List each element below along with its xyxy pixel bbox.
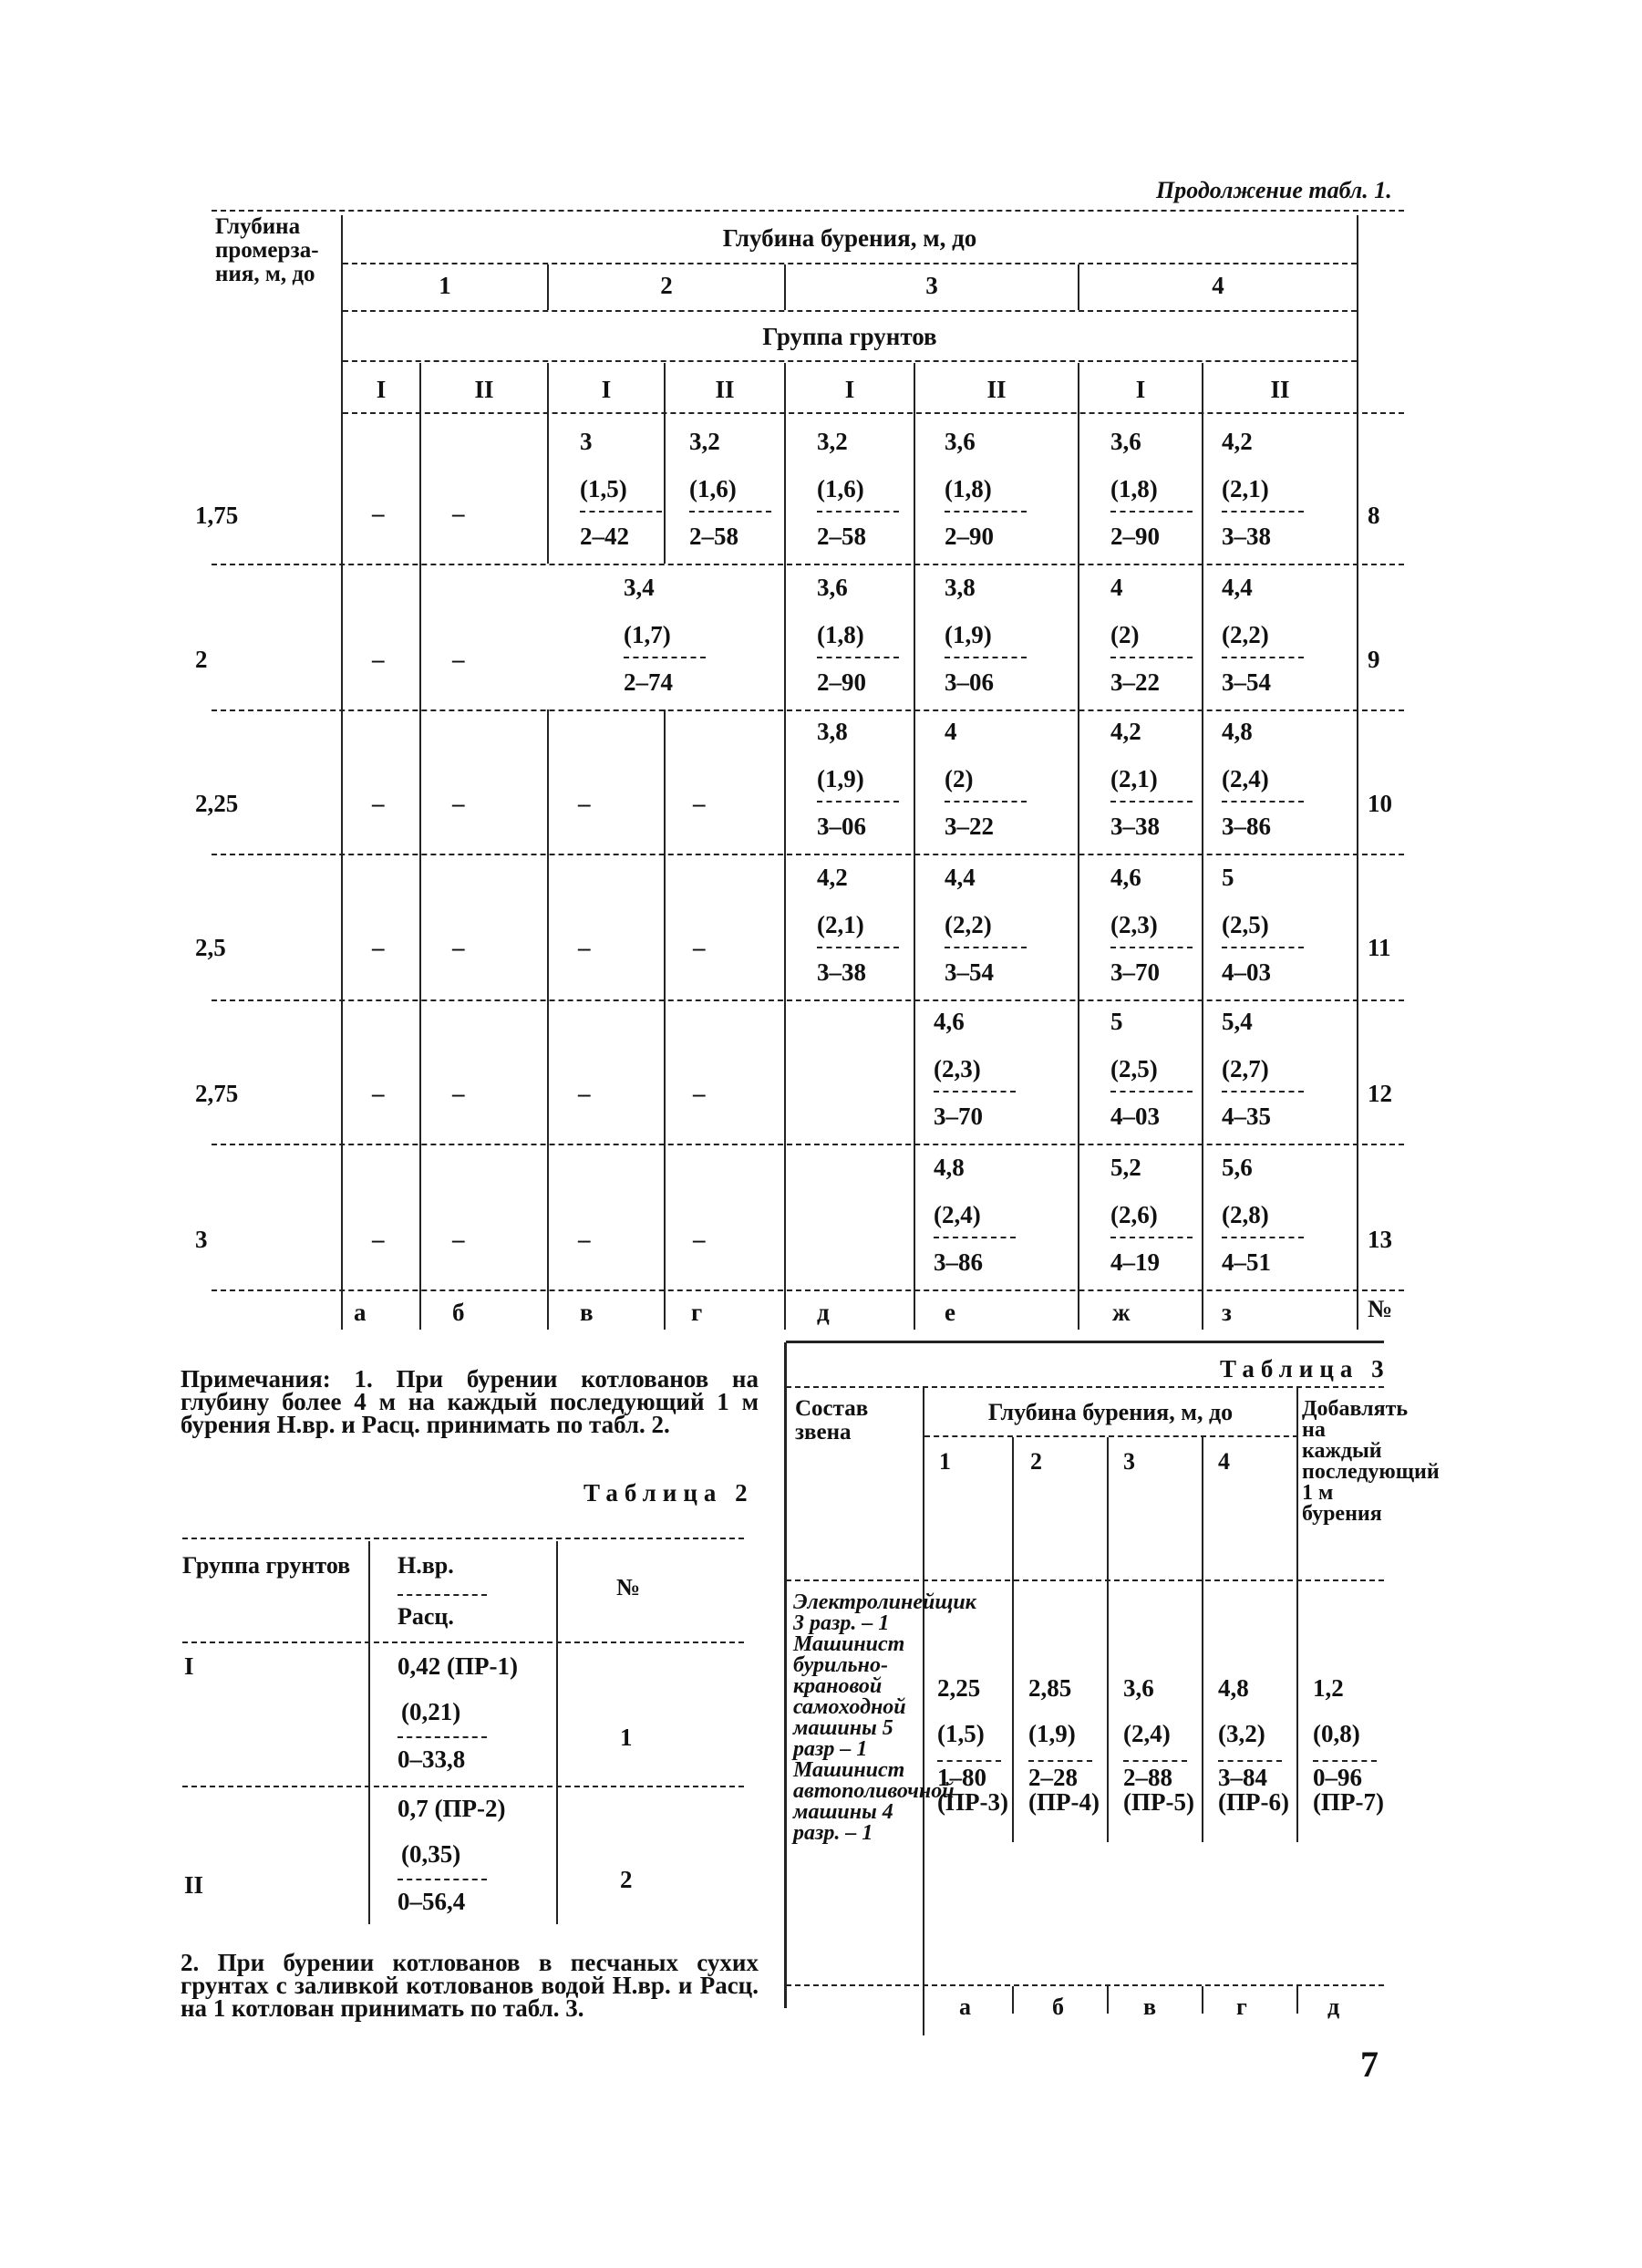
table-cell: – xyxy=(372,934,385,961)
t3-depth: 3 xyxy=(1123,1448,1135,1475)
t3-value: 2,85 (1,9) xyxy=(1028,1674,1076,1747)
t3-price: 0–96 (ПР-7) xyxy=(1313,1764,1384,1816)
table-cell: – xyxy=(693,790,706,817)
rate-cell: 3 (1,5) 2–42 xyxy=(580,418,662,560)
rate-cell: 5,4 (2,7) 4–35 xyxy=(1222,998,1304,1140)
freeze-depth-header: Глубина промерза-ния, м, до xyxy=(215,214,319,286)
freeze-depth: 1,75 xyxy=(195,502,239,529)
t3-team-composition: Электролинейщик 3 разр. – 1 Машинист бурильно-крановой самоходной машины 5 разр – 1 Машинист автополивочной машины 4 разр. – 1 xyxy=(793,1590,976,1845)
t3-price: 1–80 (ПР-3) xyxy=(937,1764,1008,1816)
row-number: 13 xyxy=(1368,1226,1392,1253)
table-cell: – xyxy=(693,1226,706,1253)
rate-cell: 4,8 (2,4) 3–86 xyxy=(1222,708,1304,850)
rate-cell: 4,4 (2,2) 3–54 xyxy=(945,854,1027,996)
rate-cell: 3,2 (1,6) 2–58 xyxy=(689,418,771,560)
t3-depth: 2 xyxy=(1030,1448,1042,1475)
t2-group: II xyxy=(184,1871,204,1899)
column-id: а xyxy=(959,1994,971,2020)
t3-price: 2–28 (ПР-4) xyxy=(1028,1764,1100,1816)
column-id: ж xyxy=(1112,1299,1131,1326)
t3-add-header: Добавлять на каждый последующий 1 м бурения xyxy=(1302,1397,1440,1526)
freeze-depth: 2,25 xyxy=(195,790,239,817)
t2-rate: 0,7 (ПР-2) xyxy=(398,1795,506,1822)
number-column-label: № xyxy=(1368,1295,1393,1322)
rate-cell: 4,2 (2,1) 3–38 xyxy=(1222,418,1304,560)
group-col-z: II xyxy=(1270,376,1290,403)
t2-row-no: 1 xyxy=(620,1724,633,1751)
rate-cell: 3,6 (1,8) 2–90 xyxy=(1110,418,1193,560)
depth-4: 4 xyxy=(1212,272,1224,299)
group-col-g: II xyxy=(715,376,735,403)
freeze-depth: 2,75 xyxy=(195,1080,239,1107)
table-cell: – xyxy=(452,790,465,817)
column-id: в xyxy=(1143,1994,1157,2020)
t2-nvr-header: Н.вр. xyxy=(398,1552,454,1579)
t2-rate-mid: (0,35) xyxy=(401,1840,461,1868)
table-cell: – xyxy=(693,934,706,961)
table-2-title: Таблица 2 xyxy=(583,1479,754,1507)
t3-depth: 1 xyxy=(939,1448,951,1475)
table-cell: – xyxy=(372,1226,385,1253)
table-cell: – xyxy=(693,1080,706,1107)
rate-cell: 5,2 (2,6) 4–19 xyxy=(1110,1144,1193,1286)
group-col-b: II xyxy=(474,376,494,403)
rate-cell: 3,4 (1,7) 2–74 xyxy=(624,564,706,706)
rate-cell: 4,2 (2,1) 3–38 xyxy=(817,854,899,996)
t2-group-header: Группа грунтов xyxy=(182,1552,351,1579)
t3-depth-header: Глубина бурения, м, до xyxy=(987,1399,1234,1425)
table-cell: – xyxy=(452,1226,465,1253)
t2-rate: 0,42 (ПР-1) xyxy=(398,1652,518,1680)
row-number: 12 xyxy=(1368,1080,1392,1107)
freeze-depth: 2,5 xyxy=(195,934,226,961)
t3-value: 2,25 (1,5) xyxy=(937,1674,985,1747)
rate-cell: 4,6 (2,3) 3–70 xyxy=(1110,854,1193,996)
table-cell: – xyxy=(452,1080,465,1107)
t2-rate-mid: (0,21) xyxy=(401,1698,461,1725)
group-col-a: I xyxy=(376,376,387,403)
table-cell: – xyxy=(578,1226,591,1253)
group-col-zh: I xyxy=(1135,376,1146,403)
column-id: д xyxy=(1327,1994,1340,2020)
rate-cell: 5 (2,5) 4–03 xyxy=(1110,998,1193,1140)
page-number: 7 xyxy=(1360,2044,1379,2085)
depth-3: 3 xyxy=(925,272,938,299)
table-cell: – xyxy=(578,934,591,961)
column-id: з xyxy=(1222,1299,1232,1326)
t3-value: 1,2 (0,8) xyxy=(1313,1674,1360,1747)
rate-cell: 3,6 (1,8) 2–90 xyxy=(945,418,1027,560)
t3-price: 2–88 (ПР-5) xyxy=(1123,1764,1194,1816)
t3-price: 3–84 (ПР-6) xyxy=(1218,1764,1289,1816)
table-cell: – xyxy=(372,646,385,673)
continuation-label: Продолжение табл. 1. xyxy=(1156,177,1392,203)
rate-cell: 4 (2) 3–22 xyxy=(945,708,1027,850)
t2-no-header: № xyxy=(616,1574,641,1600)
column-id: е xyxy=(945,1299,955,1326)
freeze-depth: 2 xyxy=(195,646,208,673)
rate-cell: 4,8 (2,4) 3–86 xyxy=(934,1144,1016,1286)
depth-2: 2 xyxy=(660,272,673,299)
note-1: Примечания: 1. При бурении котлованов на глубину более 4 м на каждый последующий 1 м бурения Н.вр. и Расц. принимать по табл. 2. xyxy=(181,1365,759,1438)
t2-group: I xyxy=(184,1652,194,1680)
column-id: д xyxy=(817,1299,830,1326)
table-cell: – xyxy=(452,934,465,961)
group-col-d: I xyxy=(844,376,855,403)
row-number: 8 xyxy=(1368,502,1380,529)
rate-cell: 5 (2,5) 4–03 xyxy=(1222,854,1304,996)
t2-price: 0–33,8 xyxy=(398,1745,466,1773)
t3-team-header: Состав звена xyxy=(795,1396,869,1445)
rate-cell: 4,2 (2,1) 3–38 xyxy=(1110,708,1193,850)
rate-cell: 3,6 (1,8) 2–90 xyxy=(817,564,899,706)
rate-cell: 3,2 (1,6) 2–58 xyxy=(817,418,899,560)
table-cell: – xyxy=(372,500,385,527)
table-cell: – xyxy=(372,1080,385,1107)
note-2: 2. При бурении котлованов в песчаных сухих грунтах с заливкой котлованов водой Н.вр. и Расц. на 1 котлован принимать по табл. 3. xyxy=(181,1949,759,2022)
t2-rasc-header: Расц. xyxy=(398,1603,454,1630)
table-cell: – xyxy=(452,646,465,673)
rate-cell: 4,4 (2,2) 3–54 xyxy=(1222,564,1304,706)
column-id: г xyxy=(691,1299,703,1326)
column-id: г xyxy=(1236,1994,1247,2020)
drill-depth-header: Глубина бурения, м, до xyxy=(722,224,977,252)
table-3-title: Таблица 3 xyxy=(1220,1355,1390,1383)
table-cell: – xyxy=(452,500,465,527)
soil-group-header: Группа грунтов xyxy=(762,323,937,350)
rate-cell: 3,8 (1,9) 3–06 xyxy=(817,708,899,850)
t2-price: 0–56,4 xyxy=(398,1888,466,1915)
row-number: 11 xyxy=(1368,934,1391,961)
rate-cell: 3,8 (1,9) 3–06 xyxy=(945,564,1027,706)
column-id: а xyxy=(354,1299,367,1326)
rate-cell: 4,6 (2,3) 3–70 xyxy=(934,998,1016,1140)
column-id: б xyxy=(1052,1994,1064,2020)
rate-cell: 5,6 (2,8) 4–51 xyxy=(1222,1144,1304,1286)
table-cell: – xyxy=(578,1080,591,1107)
t3-value: 3,6 (2,4) xyxy=(1123,1674,1171,1747)
group-col-v: I xyxy=(601,376,612,403)
column-id: б xyxy=(452,1299,465,1326)
row-number: 9 xyxy=(1368,646,1380,673)
row-number: 10 xyxy=(1368,790,1392,817)
t2-row-no: 2 xyxy=(620,1866,633,1893)
freeze-depth: 3 xyxy=(195,1226,208,1253)
t3-depth: 4 xyxy=(1218,1448,1230,1475)
column-id: в xyxy=(580,1299,594,1326)
table-cell: – xyxy=(578,790,591,817)
t3-value: 4,8 (3,2) xyxy=(1218,1674,1265,1747)
rate-cell: 4 (2) 3–22 xyxy=(1110,564,1193,706)
depth-1: 1 xyxy=(439,272,451,299)
table-cell: – xyxy=(372,790,385,817)
group-col-e: II xyxy=(986,376,1007,403)
